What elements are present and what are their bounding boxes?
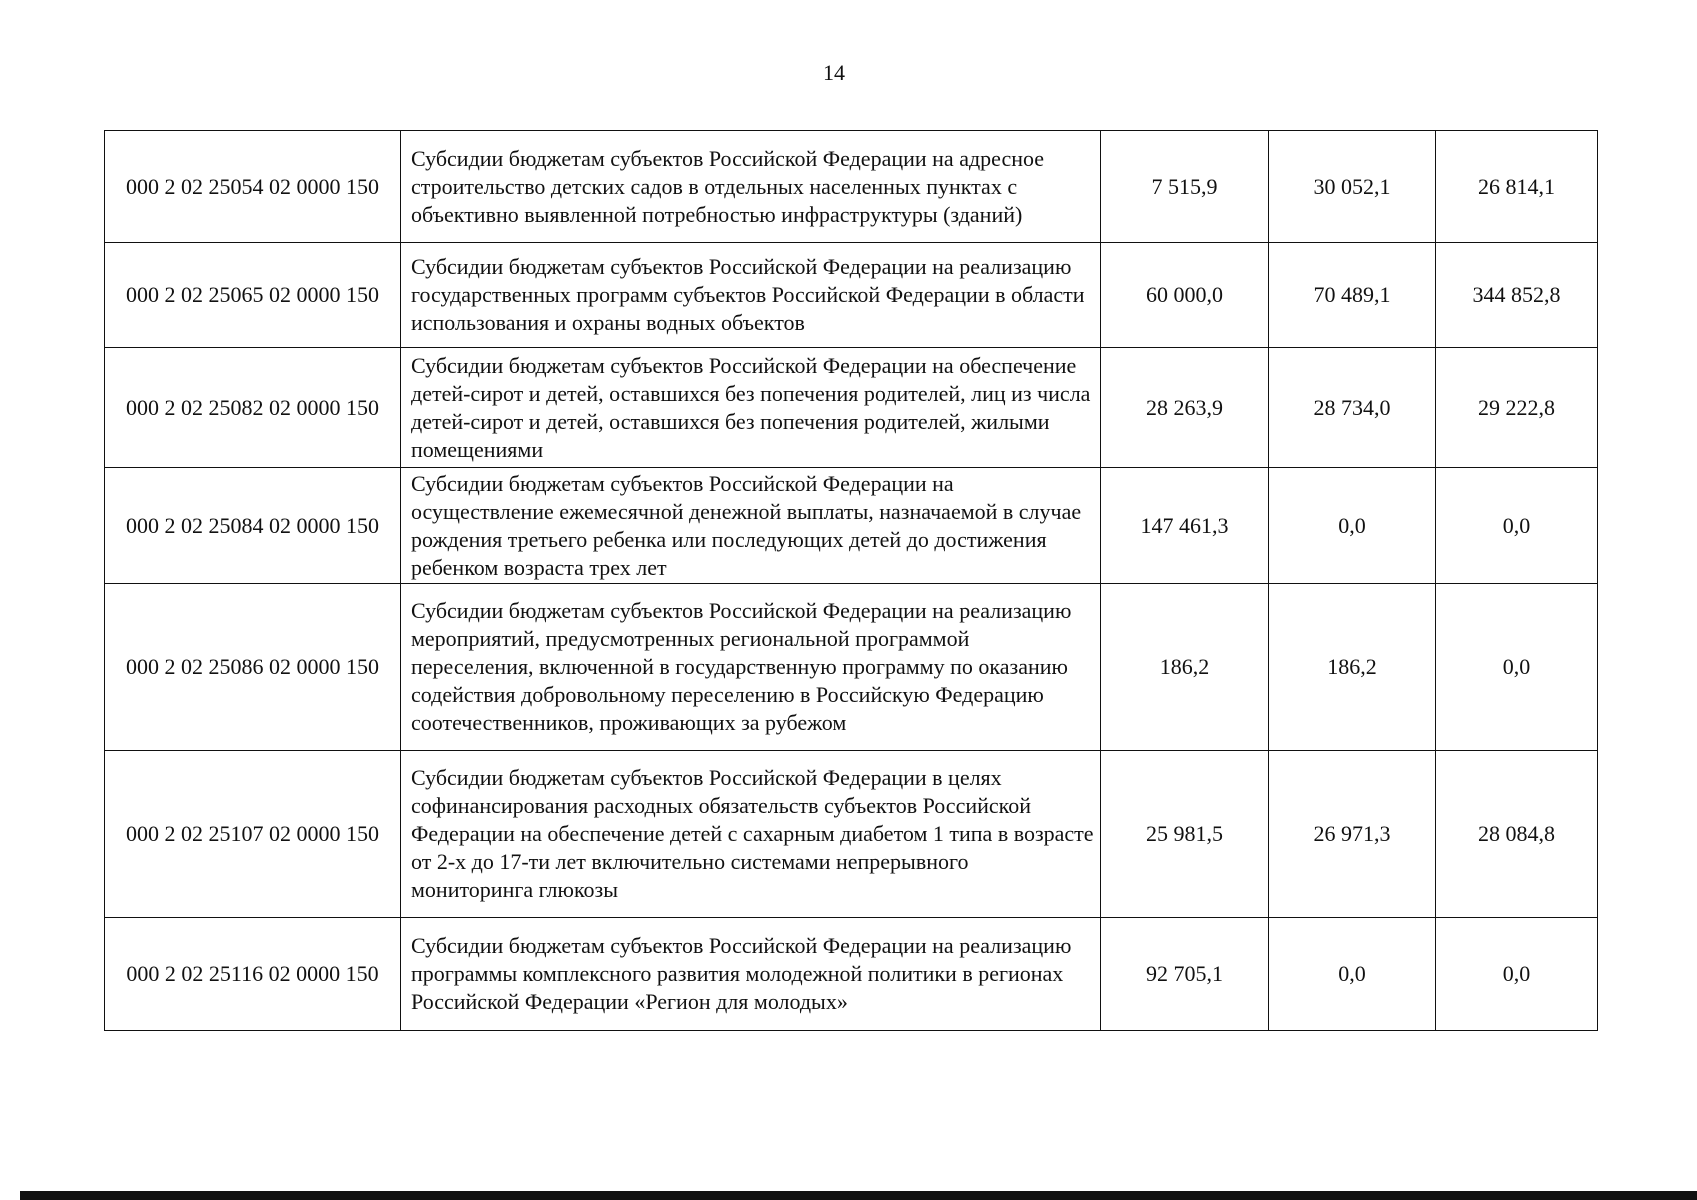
amount-year-2: 30 052,1	[1269, 131, 1436, 243]
amount-year-2: 26 971,3	[1269, 751, 1436, 918]
amount-year-1: 28 263,9	[1101, 348, 1269, 468]
amount-year-3: 28 084,8	[1436, 751, 1598, 918]
amount-year-3: 29 222,8	[1436, 348, 1598, 468]
amount-year-3: 344 852,8	[1436, 243, 1598, 348]
amount-year-3: 0,0	[1436, 918, 1598, 1031]
amount-year-1: 7 515,9	[1101, 131, 1269, 243]
amount-year-1: 92 705,1	[1101, 918, 1269, 1031]
amount-year-1: 25 981,5	[1101, 751, 1269, 918]
table-row	[105, 751, 1598, 918]
amount-year-1: 60 000,0	[1101, 243, 1269, 348]
budget-code: 000 2 02 25065 02 0000 150	[105, 243, 401, 348]
table-row	[105, 348, 1598, 468]
table-row	[105, 468, 1598, 584]
budget-code: 000 2 02 25084 02 0000 150	[105, 468, 401, 584]
subsidy-description: Субсидии бюджетам субъектов Российской Федерации на осуществление ежемесячной денежной выплаты, назначаемой в случае рождения третьего ребенка или последующих детей до достижения ребенком возраста трех лет	[401, 468, 1101, 584]
budget-code: 000 2 02 25054 02 0000 150	[105, 131, 401, 243]
amount-year-2: 186,2	[1269, 584, 1436, 751]
subsidy-description: Субсидии бюджетам субъектов Российской Федерации на обеспечение детей-сирот и детей, оставшихся без попечения родителей, лиц из числа детей-сирот и детей, оставшихся без попечения родителей, жилыми помещениями	[401, 348, 1101, 468]
amount-year-2: 28 734,0	[1269, 348, 1436, 468]
table-row	[105, 918, 1598, 1031]
amount-year-2: 0,0	[1269, 918, 1436, 1031]
amount-year-2: 0,0	[1269, 468, 1436, 584]
amount-year-3: 0,0	[1436, 584, 1598, 751]
subsidy-description: Субсидии бюджетам субъектов Российской Федерации на адресное строительство детских садов в отдельных населенных пунктах с объективно выявленной потребностью инфраструктуры (зданий)	[401, 131, 1101, 243]
table-row	[105, 243, 1598, 348]
amount-year-3: 0,0	[1436, 468, 1598, 584]
scan-edge-bar	[20, 1191, 1697, 1200]
table-row	[105, 131, 1598, 243]
budget-code: 000 2 02 25086 02 0000 150	[105, 584, 401, 751]
budget-code: 000 2 02 25082 02 0000 150	[105, 348, 401, 468]
amount-year-1: 147 461,3	[1101, 468, 1269, 584]
budget-table	[104, 130, 1598, 1031]
amount-year-2: 70 489,1	[1269, 243, 1436, 348]
subsidy-description: Субсидии бюджетам субъектов Российской Федерации в целях софинансирования расходных обязательств субъектов Российской Федерации на обеспечение детей с сахарным диабетом 1 типа в возрасте от 2-х до 17-ти лет включительно системами непрерывного мониторинга глюкозы	[401, 751, 1101, 918]
subsidy-description: Субсидии бюджетам субъектов Российской Федерации на реализацию государственных программ субъектов Российской Федерации в области использования и охраны водных объектов	[401, 243, 1101, 348]
budget-code: 000 2 02 25107 02 0000 150	[105, 751, 401, 918]
table-row	[105, 584, 1598, 751]
page-number: 14	[823, 60, 845, 85]
budget-code: 000 2 02 25116 02 0000 150	[105, 918, 401, 1031]
subsidy-description: Субсидии бюджетам субъектов Российской Федерации на реализацию программы комплексного развития молодежной политики в регионах Российской Федерации «Регион для молодых»	[401, 918, 1101, 1031]
amount-year-1: 186,2	[1101, 584, 1269, 751]
amount-year-3: 26 814,1	[1436, 131, 1598, 243]
subsidy-description: Субсидии бюджетам субъектов Российской Федерации на реализацию мероприятий, предусмотренных региональной программой переселения, включенной в государственную программу по оказанию содействия добровольному переселению в Российскую Федерацию соотечественников, проживающих за рубежом	[401, 584, 1101, 751]
